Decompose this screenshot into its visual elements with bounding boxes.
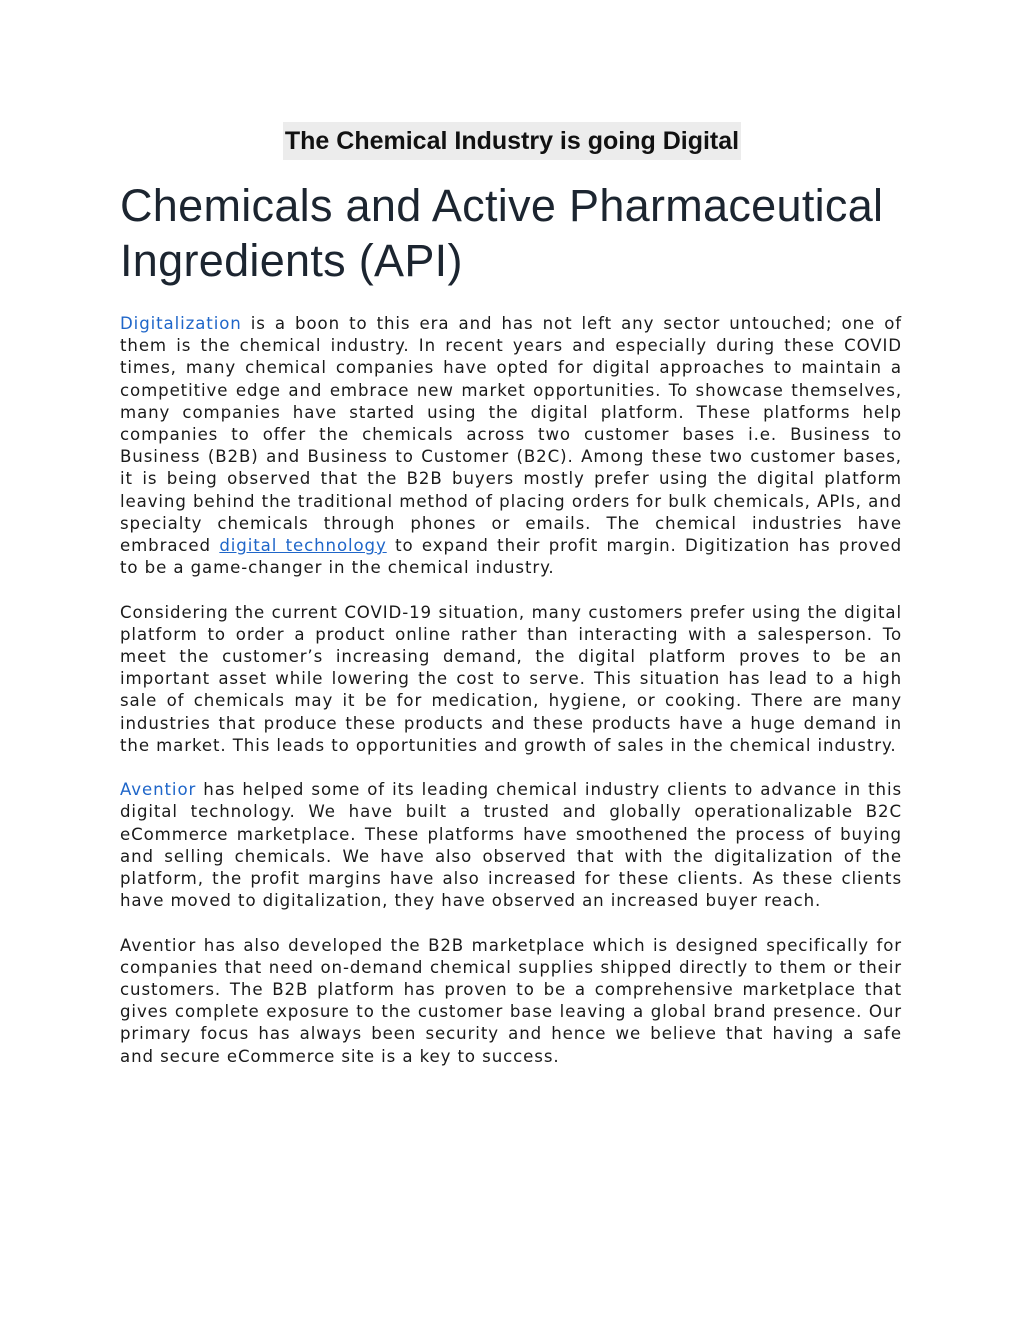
kicker-container	[0, 122, 1024, 160]
paragraph-3	[120, 779, 902, 912]
kicker-heading: The Chemical Industry is going Digital	[283, 122, 741, 160]
digitalization-link[interactable]: Digitalization	[120, 314, 242, 333]
article-body	[120, 313, 902, 1090]
digital-technology-link[interactable]: digital technology	[219, 536, 387, 556]
paragraph-1-end: to expand their profit margin. Digitization has proved to be a game-changer in the chemical industry.	[120, 536, 903, 578]
aventior-link[interactable]: Aventior	[120, 780, 197, 800]
paragraph-4: Aventior has also developed the B2B marketplace which is designed specifically for companies that need on-demand chemical supplies shipped directly to them or their customers. The B2B platform has proven to be a comprehensive marketplace that gives complete exposure to the customer base leaving a global brand presence. Our primary focus has always been security and hence we believe that having a safe and secure eCommerce site is a key to success.	[120, 935, 902, 1066]
paragraph-2: Considering the current COVID-19 situation, many customers prefer using the digital platform to order a product online rather than interacting with a salesperson. To meet the customer’s increasing demand, the digital platform proves to be an important asset while lowering the cost to serve. This situation has lead to a high sale of chemicals may it be for medication, hygiene, or cooking. There are many industries that produce these products and these products have a huge demand in the market. This leads to opportunities and growth of sales in the chemical industry.	[120, 602, 902, 755]
page-title: Chemicals and Active Pharmaceutical Ingredients (API)	[120, 180, 884, 286]
paragraph-3-text: has helped some of its leading chemical industry clients to advance in this digital technology. We have built a trusted and globally operationalizable B2C eCommerce marketplace. These platforms have smoothened the process of buying and selling chemicals. We have also observed that with the digitalization of the platform, the profit margins have also increased for these clients. As these clients have moved to digitalization, they have observed an increased buyer reach.	[120, 780, 902, 911]
paragraph-1-text: is a boon to this era and has not left any sector untouched; one of them is the chemical industry. In recent years and especially during these COVID times, many chemical companies have opted for digital approaches to maintain a competitive edge and embrace new market opportunities. To showcase themselves, many companies have started using the digital platform. These platforms help companies to offer the chemicals across two customer bases i.e. Business to Business (B2B) and Business to Customer (B2C). Among these two customer bases, it is being observed that the B2B buyers mostly prefer using the digital platform leaving behind the traditional method of placing orders for bulk chemicals, APIs, and specialty chemicals through phones or emails. The chemical industries have embraced	[120, 314, 902, 556]
paragraph-1	[120, 313, 902, 579]
